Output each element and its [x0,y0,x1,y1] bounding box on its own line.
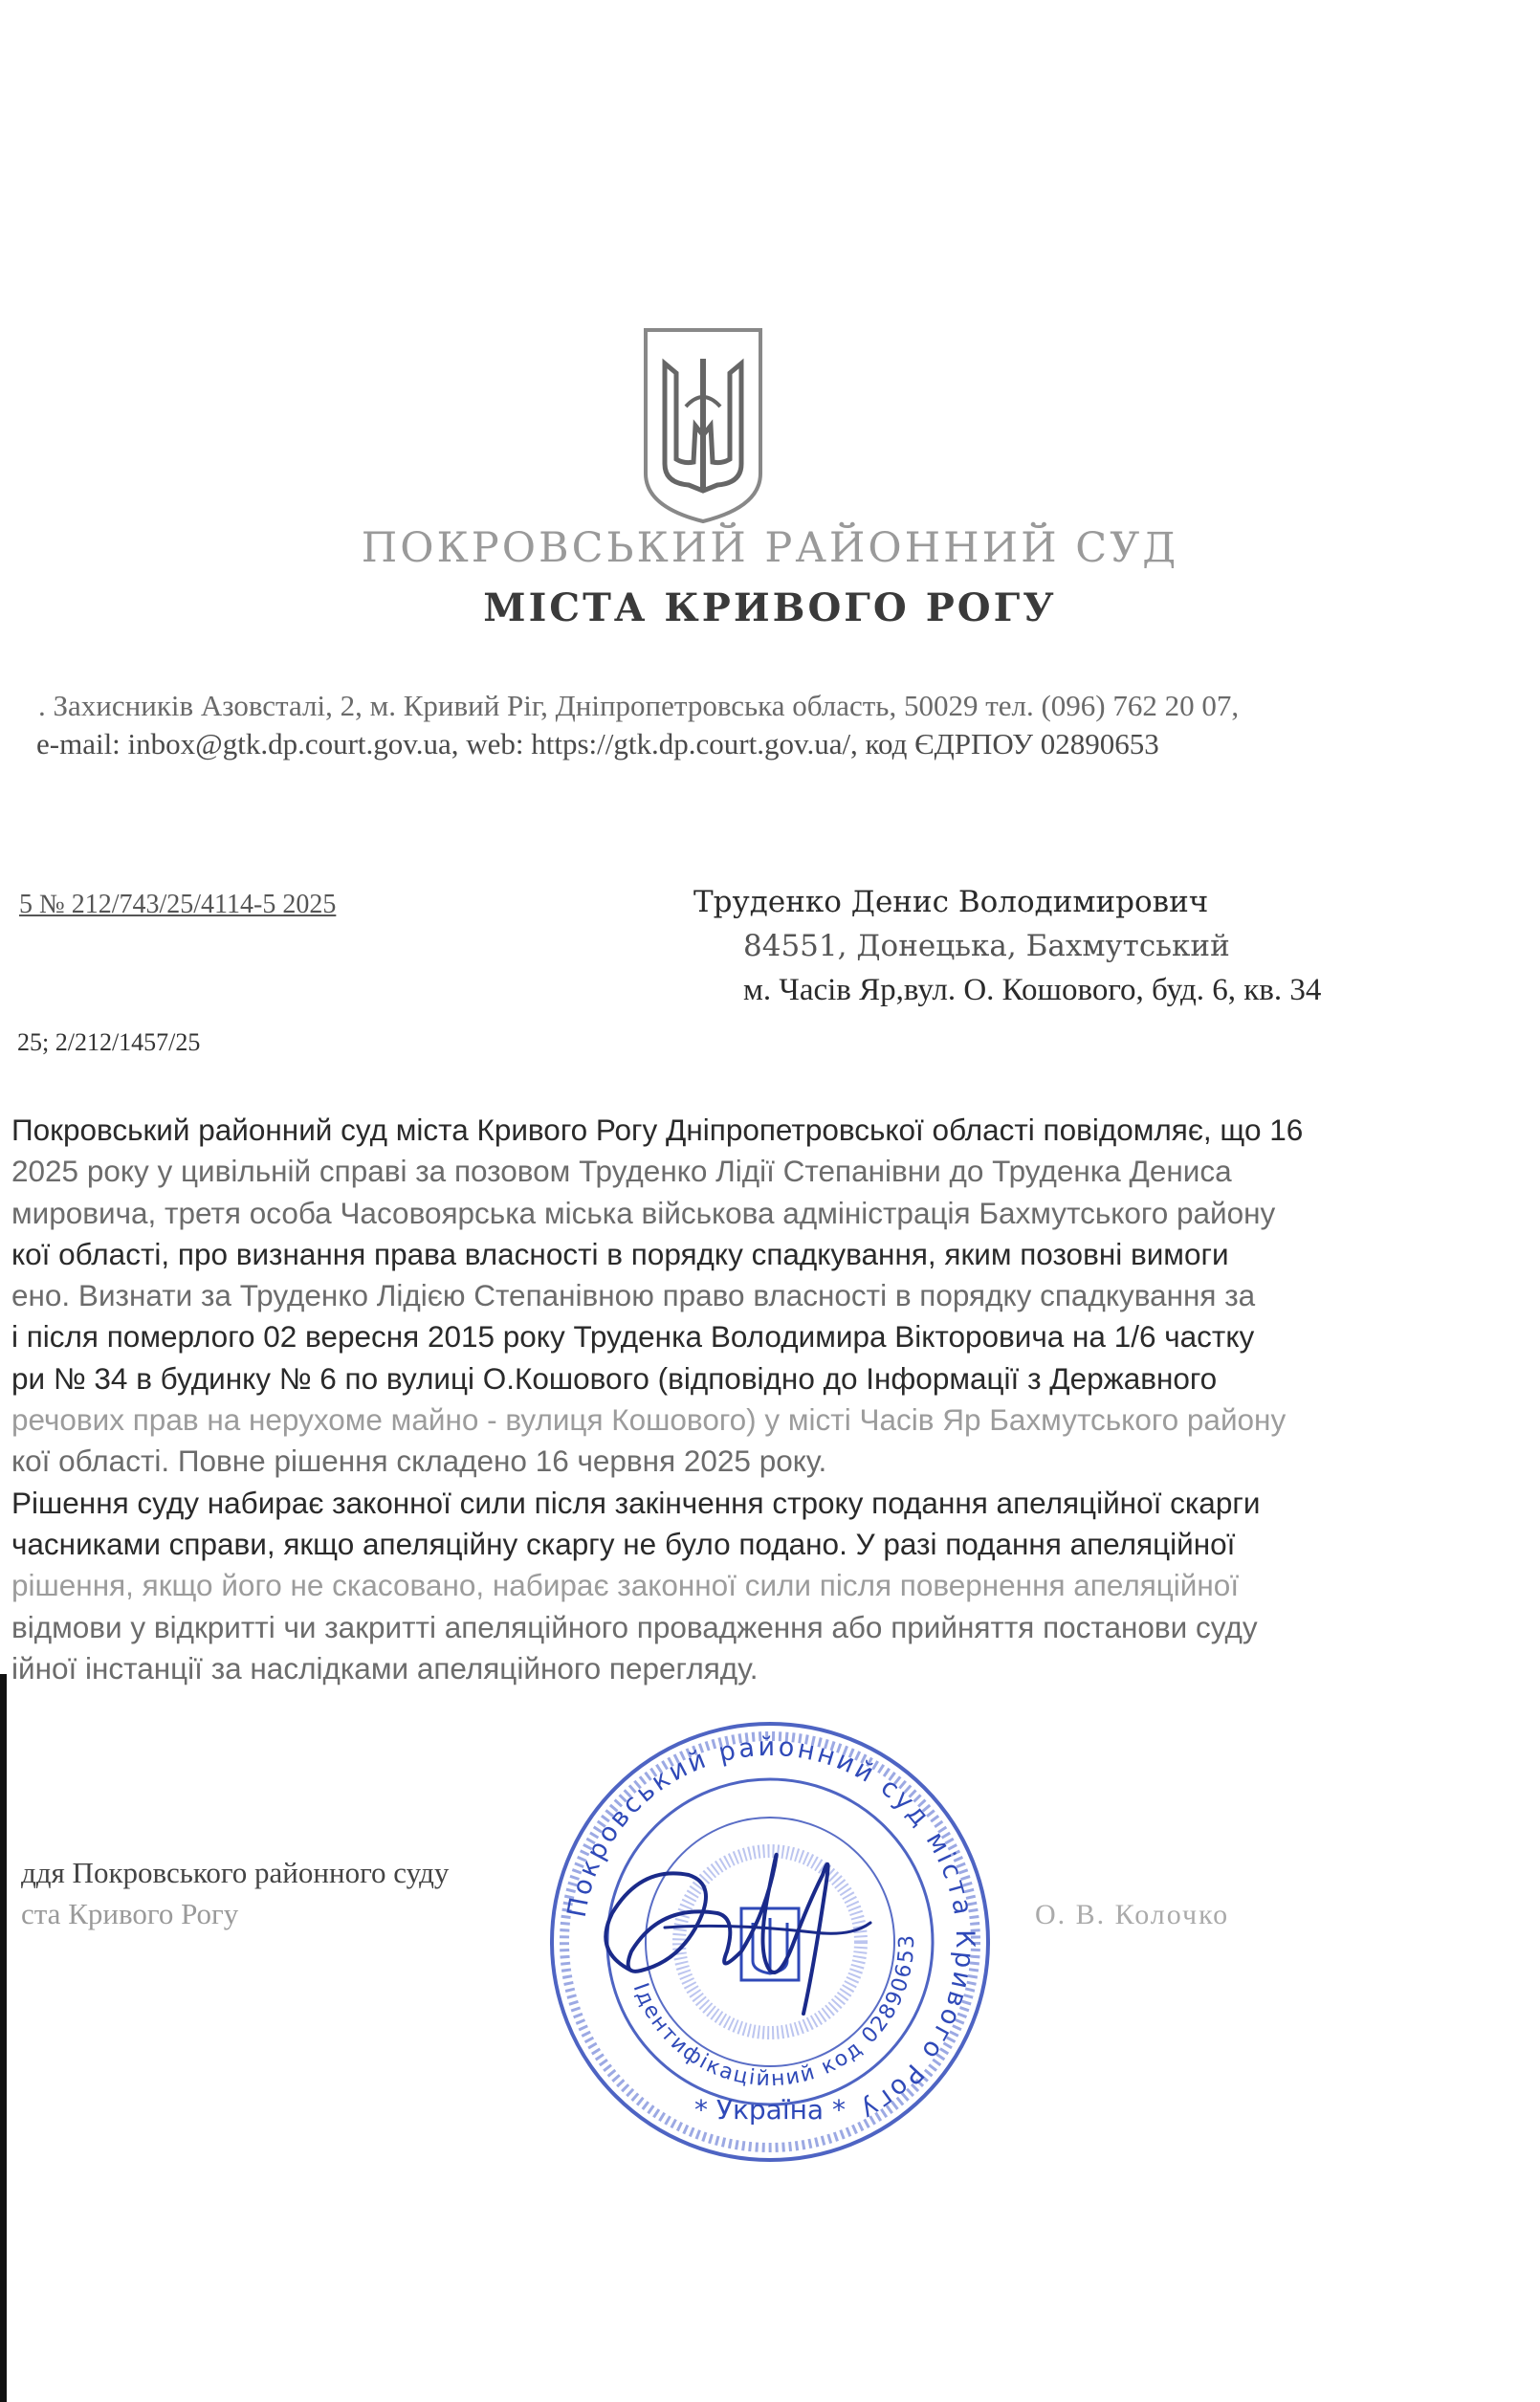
recipient-address-line2: м. Часів Яр,вул. О. Кошового, буд. 6, кв. 34 [743,973,1322,1007]
stamp-bottom-text: * Україна * [694,2094,846,2126]
court-address: . Захисників Азовсталі, 2, м. Кривий Ріг, Дніпропетровська область, 50029 тел. (096) 762 20 07, [38,689,1240,722]
body-line: відмови у відкритті чи закритті апеляційного провадження або прийняття постанови суду [11,1609,1258,1644]
body-line: кої області. Повне рішення складено 16 червня 2025 року. [11,1443,827,1479]
case-number: 25; 2/212/1457/25 [17,1028,201,1056]
court-name-line1: ПОКРОВСЬКИЙ РАЙОННИЙ СУД [361,524,1179,572]
body-line: рішення, якщо його не скасовано, набирає законної сили після повернення апеляційної [11,1568,1240,1603]
signer-name: О. В. Колочко [1035,1899,1230,1930]
scan-edge-shadow [0,1674,7,2402]
body-line: Покровський районний суд міста Кривого Рогу Дніпропетровської області повідомляє, що 16 [11,1113,1304,1147]
outgoing-number: 5 № 212/743/25/4114-5 2025 [19,890,337,919]
notice-body [11,1110,1499,1689]
recipient-address-line1: 84551, Донецька, Бахмутський [743,929,1230,963]
stamp-outer-text: Покровський районний суд міста Кривого Рогу [561,1731,980,2127]
body-line: кої області, про визнання права власності в порядку спадкування, яким позовні вимоги [11,1236,1229,1271]
body-line: і після померлого 02 вересня 2015 року Труденка Володимира Вікторовича на 1/6 частку [11,1319,1255,1355]
body-line: ійної інстанції за наслідками апеляційного перегляду. [11,1650,759,1686]
body-line: речових прав на нерухоме майно - вулиця Кошового) у місті Часів Яр Бахмутського району [11,1402,1287,1438]
coat-of-arms-icon [627,320,780,531]
court-name-line2: МІСТА КРИВОГО РОГУ [483,585,1057,630]
recipient-block [693,885,1321,1017]
body-line: ено. Визнати за Труденко Лідією Степанівною право власності в порядку спадкування за [11,1278,1256,1313]
court-contacts: e-mail: inbox@gtk.dp.court.gov.ua, web: https://gtk.dp.court.gov.ua/, код ЄДРПОУ 02890653 [36,727,1159,760]
recipient-name: Труденко Денис Володимирович [693,885,1209,919]
body-line: Рішення суду набирає законної сили після закінчення строку подання апеляційної скарги [11,1485,1261,1520]
stamp-inner-text: Ідентифікаційний код 02890653 [627,1932,920,2092]
body-line: 2025 року у цивільній справі за позовом Труденко Лідії Степанівни до Труденка Дениса [11,1154,1232,1189]
signer-position-line1: ддя Покровського районного суду [21,1856,450,1889]
body-line: мировича, третя особа Часовоярська міська військова адміністрація Бахмутського району [11,1195,1276,1230]
body-line: часниками справи, якщо апеляційну скаргу не було подано. У разі подання апеляційної [11,1526,1236,1561]
body-line: ри № 34 в будинку № 6 по вулиці О.Кошового (відповідно до Інформації з Державного [11,1360,1218,1396]
handwritten-signature [574,1808,890,2018]
signer-position-line2: ста Кривого Рогу [21,1897,239,1930]
